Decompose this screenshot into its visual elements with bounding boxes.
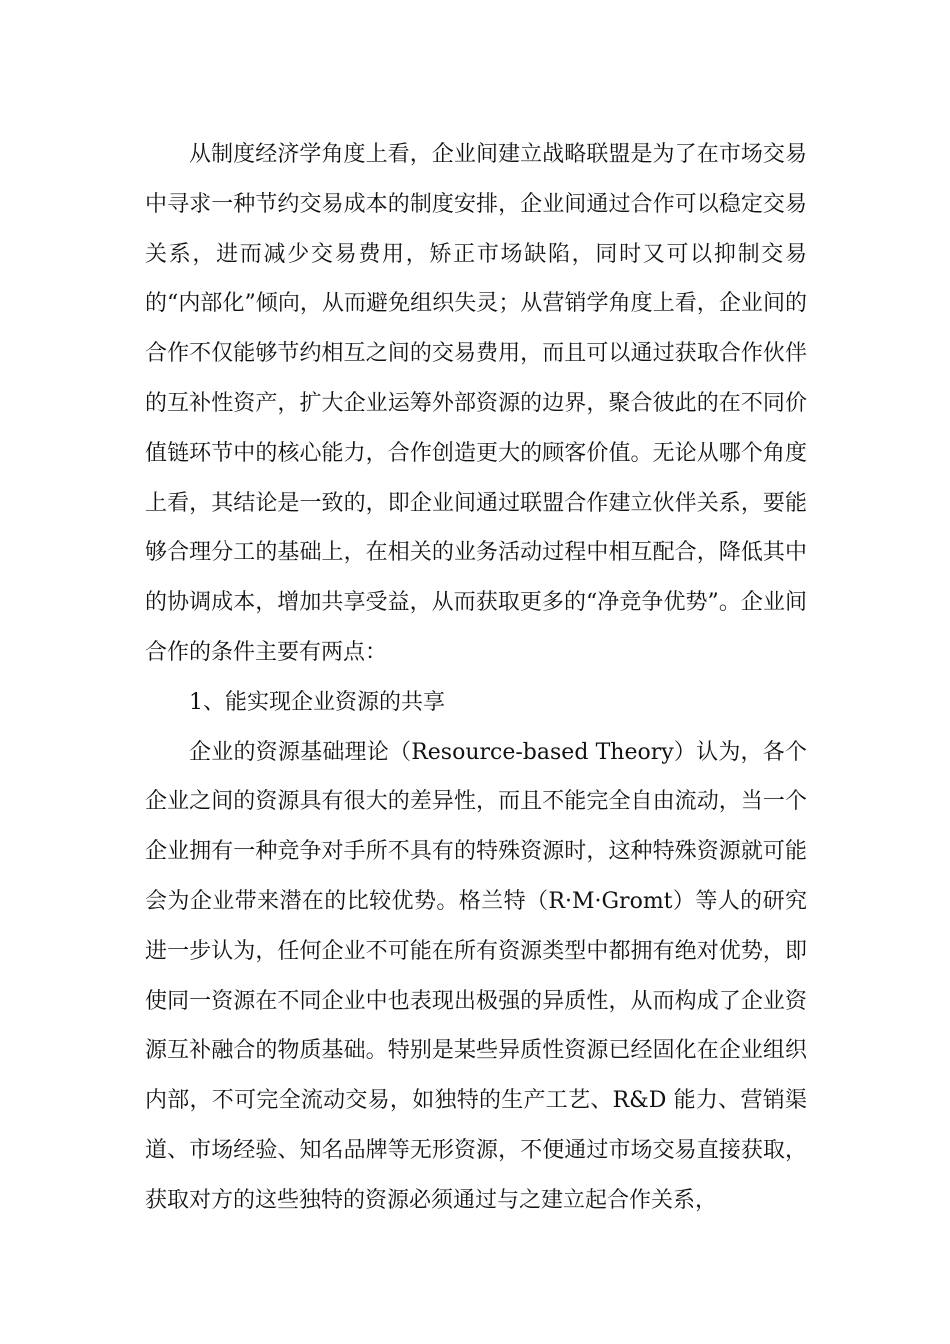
paragraph-institutional-economics: 从制度经济学角度上看，企业间建立战略联盟是为了在市场交易中寻求一种节约交易成本的制度安排，企业间通过合作可以稳定交易关系，进而减少交易费用，矫正市场缺陷，同时又可以抑制交易的“内部化”倾向，从而避免组织失灵；从营销学角度上看，企业间的合作不仅能够节约相互之间的交易费用，而且可以通过获取合作伙伴的互补性资产，扩大企业运筹外部资源的边界，聚合彼此的在不同价值链环节中的核心能力，合作创造更大的顾客价值。无论从哪个角度上看，其结论是一致的，即企业间通过联盟合作建立伙伴关系，要能够合理分工的基础上，在相关的业务活动过程中相互配合，降低其中的协调成本，增加共享受益，从而获取更多的“净竞争优势”。企业间合作的条件主要有两点：	[145, 142, 807, 665]
paragraph-resource-based-theory: 企业的资源基础理论（Resource-based Theory）认为，各个企业之间的资源具有很大的差异性，而且不能完全自由流动，当一个企业拥有一种竞争对手所不具有的特殊资源时，这种特殊资源就可能会为企业带来潜在的比较优势。格兰特（R·M·Gromt）等人的研究进一步认为，任何企业不可能在所有资源类型中都拥有绝对优势，即使同一资源在不同企业中也表现出极强的异质性，从而构成了企业资源互补融合的物质基础。特别是某些异质性资源已经固化在企业组织内部，不可完全流动交易，如独特的生产工艺、R&D 能力、营销渠道、市场经验、知名品牌等无形资源，不便通过市场交易直接获取，获取对方的这些独特的资源必须通过与之建立起合作关系，	[145, 739, 807, 1213]
document-body	[145, 130, 807, 1226]
section-heading-resource-sharing: 1、能实现企业资源的共享	[189, 689, 445, 715]
